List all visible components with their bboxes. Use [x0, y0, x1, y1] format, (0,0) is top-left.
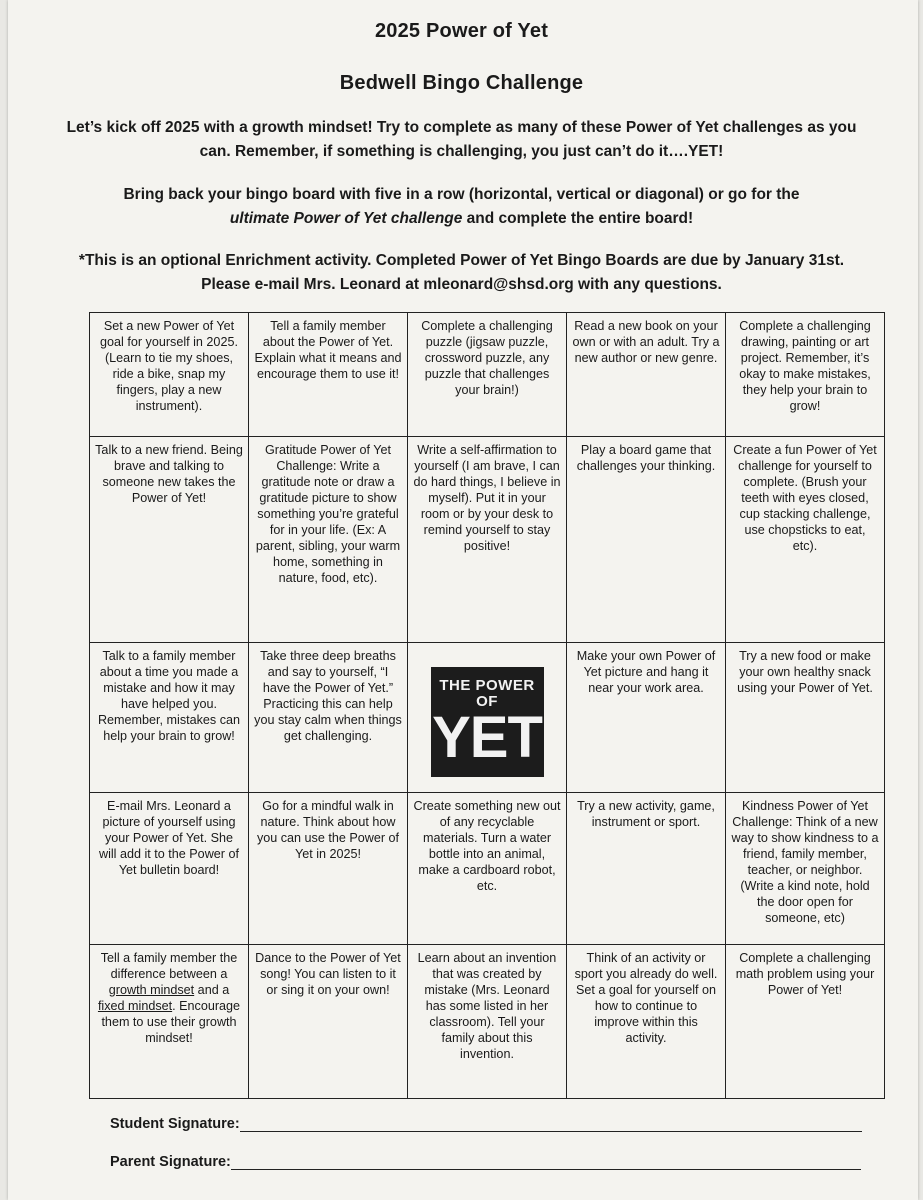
intro-line-2: can. Remember, if something is challenging, you just can’t do it….YET!: [199, 143, 724, 160]
bingo-cell[interactable]: Kindness Power of Yet Challenge: Think of a new way to show kindness to a friend, family member, teacher, or neighbor. (Write a kind note, hold the door open for someone, etc): [726, 793, 885, 945]
bingo-cell[interactable]: Play a board game that challenges your thinking.: [567, 437, 726, 643]
page-subtitle: Bedwell Bingo Challenge: [339, 72, 584, 94]
logo-line-2: YET: [432, 704, 542, 770]
power-of-yet-logo: [431, 667, 544, 777]
bingo-cell[interactable]: Tell a family member the difference between a growth mindset and a fixed mindset. Encourage them to use their growth mindset!: [90, 945, 249, 1099]
bingo-cell[interactable]: Read a new book on your own or with an adult. Try a new author or new genre.: [567, 313, 726, 437]
ultimate-challenge-text: ultimate Power of Yet challenge: [229, 210, 463, 227]
instructions-line-1: Bring back your bingo board with five in a row (horizontal, vertical or diagonal) or go for the: [123, 186, 800, 203]
bingo-row: [90, 643, 885, 793]
intro-line-1: Let’s kick off 2025 with a growth mindset! Try to complete as many of these Power of Yet challenges as you: [66, 119, 857, 136]
bingo-cell[interactable]: Tell a family member about the Power of Yet. Explain what it means and encourage them to use it!: [249, 313, 408, 437]
bingo-cell[interactable]: Complete a challenging puzzle (jigsaw puzzle, crossword puzzle, any puzzle that challenges your brain!): [408, 313, 567, 437]
bingo-cell[interactable]: Go for a mindful walk in nature. Think about how you can use the Power of Yet in 2025!: [249, 793, 408, 945]
bingo-row: [90, 437, 885, 643]
bingo-cell[interactable]: Create a fun Power of Yet challenge for yourself to complete. (Brush your teeth with eyes closed, cup stacking challenge, use chopsticks to eat, etc).: [726, 437, 885, 643]
instructions-line-2: [60, 207, 863, 231]
bingo-cell[interactable]: E-mail Mrs. Leonard a picture of yourself using your Power of Yet. She will add it to the Power of Yet bulletin board!: [90, 793, 249, 945]
bingo-row: [90, 945, 885, 1099]
fixed-mindset-term: fixed mindset: [97, 999, 173, 1013]
bingo-cell[interactable]: Gratitude Power of Yet Challenge: Write a gratitude note or draw a gratitude picture to show something you’re grateful for in your life. (Ex: A parent, sibling, your warm home, something in nature, food, etc).: [249, 437, 408, 643]
student-signature-line[interactable]: [240, 1117, 862, 1132]
bingo-cell[interactable]: Learn about an invention that was created by mistake (Mrs. Leonard has some listed in her classroom). Tell your family about this invention.: [408, 945, 567, 1099]
bingo-cell[interactable]: Dance to the Power of Yet song! You can listen to it or sing it on your own!: [249, 945, 408, 1099]
bingo-cell[interactable]: Think of an activity or sport you already do well. Set a goal for yourself on how to continue to improve within this activity.: [567, 945, 726, 1099]
note-line-1: *This is an optional Enrichment activity. Completed Power of Yet Bingo Boards are due by January 31st.: [78, 252, 845, 269]
student-signature-field[interactable]: [110, 1116, 862, 1132]
parent-signature-line[interactable]: [231, 1155, 861, 1170]
bingo-row: [90, 793, 885, 945]
bingo-board: [89, 312, 885, 1099]
bingo-cell[interactable]: Complete a challenging math problem using your Power of Yet!: [726, 945, 885, 1099]
instructions-line-2-rest: and complete the entire board!: [462, 210, 694, 227]
bingo-cell[interactable]: Write a self-affirmation to yourself (I am brave, I can do hard things, I believe in myself). Put it in your room or by your desk to remind yourself to stay positive!: [408, 437, 567, 643]
growth-mindset-term: growth mindset: [108, 983, 195, 997]
bingo-cell[interactable]: Try a new activity, game, instrument or sport.: [567, 793, 726, 945]
bingo-cell[interactable]: Take three deep breaths and say to yourself, “I have the Power of Yet.” Practicing this can help you stay calm when things get challenging.: [249, 643, 408, 793]
bingo-cell[interactable]: Make your own Power of Yet picture and hang it near your work area.: [567, 643, 726, 793]
bingo-cell[interactable]: Create something new out of any recyclable materials. Turn a water bottle into an animal, make a cardboard robot, etc.: [408, 793, 567, 945]
bingo-cell[interactable]: Talk to a new friend. Being brave and talking to someone new takes the Power of Yet!: [90, 437, 249, 643]
bingo-cell[interactable]: Set a new Power of Yet goal for yourself in 2025. (Learn to tie my shoes, ride a bike, snap my fingers, play a new instrument).: [90, 313, 249, 437]
student-signature-label: Student Signature:: [110, 1116, 240, 1132]
logo-line-1: THE POWER OF: [439, 676, 535, 710]
page-title: 2025 Power of Yet: [374, 20, 549, 42]
instructions-paragraph: [60, 183, 863, 231]
bingo-cell[interactable]: Talk to a family member about a time you made a mistake and how it may have helped you. Remember, mistakes can help your brain to grow!: [90, 643, 249, 793]
parent-signature-field[interactable]: [110, 1154, 861, 1170]
bingo-free-space[interactable]: [408, 643, 567, 793]
bingo-cell[interactable]: Complete a challenging drawing, painting or art project. Remember, it’s okay to make mistakes, they help your brain to grow!: [726, 313, 885, 437]
note-paragraph: [60, 249, 863, 297]
intro-paragraph: [60, 116, 863, 164]
parent-signature-label: Parent Signature:: [110, 1154, 231, 1170]
note-line-2: Please e-mail Mrs. Leonard at mleonard@shsd.org with any questions.: [201, 276, 722, 293]
bingo-row: [90, 313, 885, 437]
bingo-cell[interactable]: Try a new food or make your own healthy snack using your Power of Yet.: [726, 643, 885, 793]
